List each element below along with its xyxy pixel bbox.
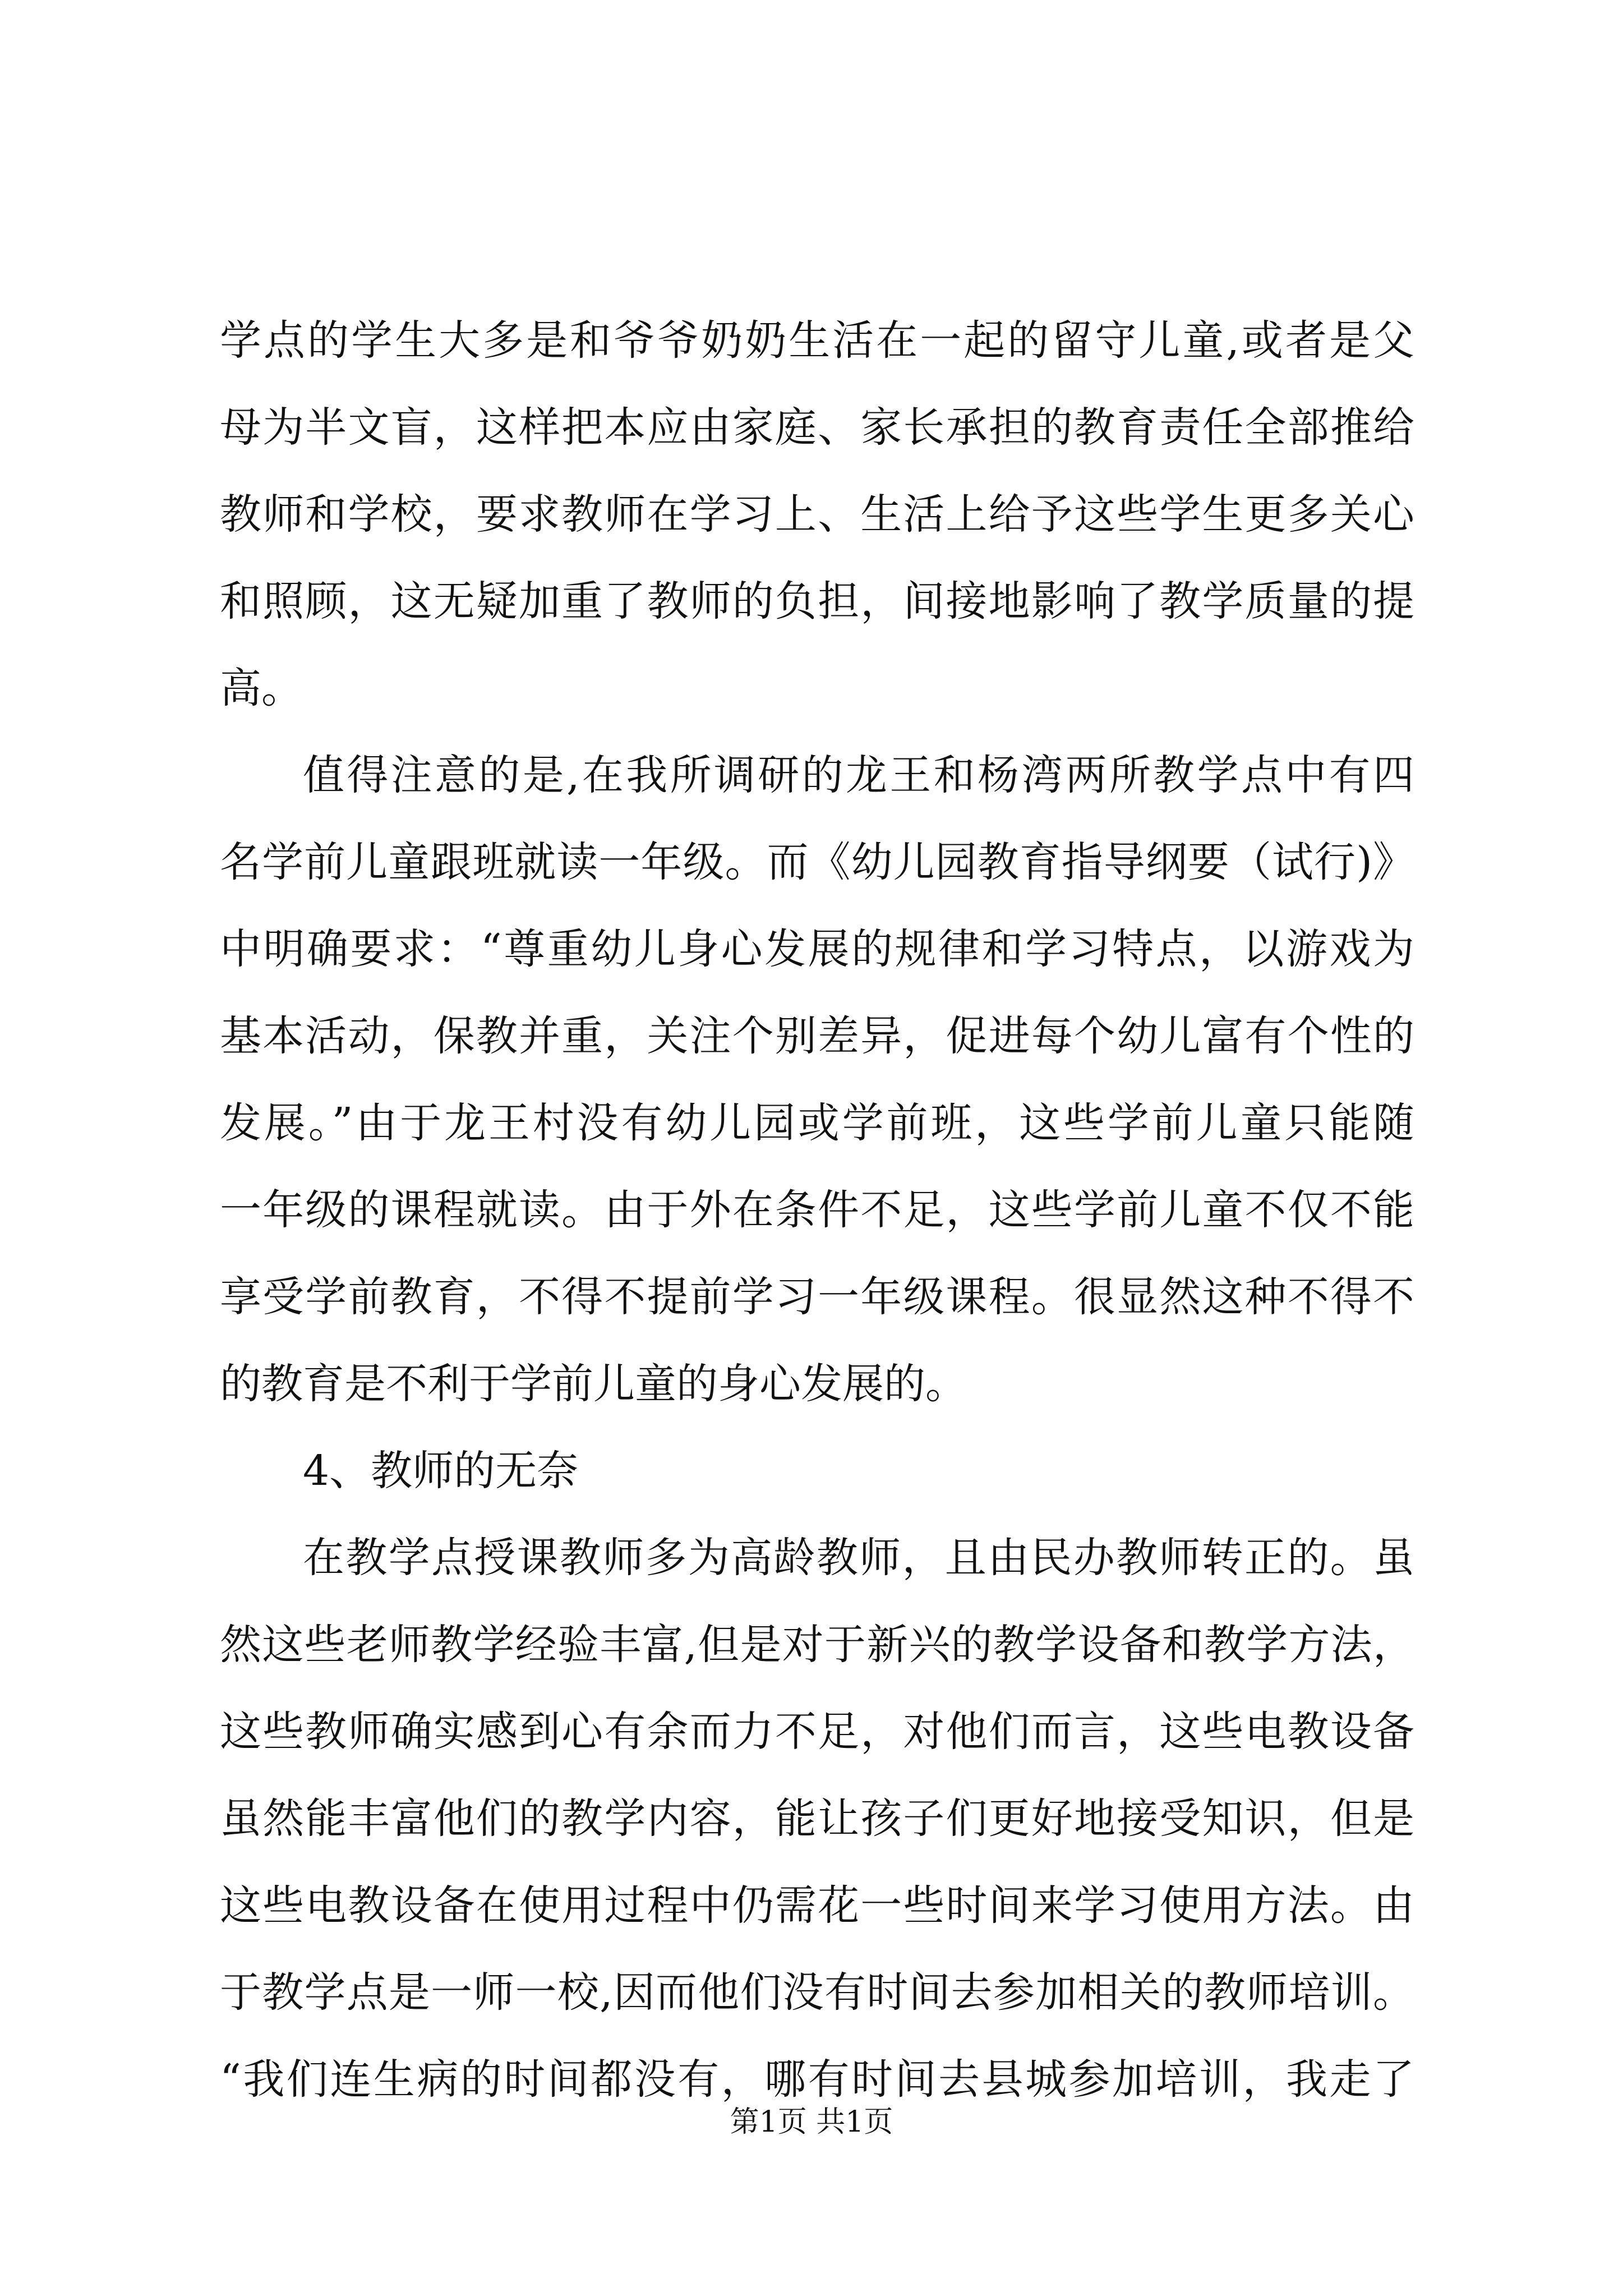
text-line: 一年级的课程就读。由于外在条件不足，这些学前儿童不仅不能 <box>220 1186 1414 1234</box>
text-line: 名学前儿童跟班就读一年级。而《幼儿园教育指导纲要（试行)》 <box>220 838 1414 886</box>
text-line: 和照顾，这无疑加重了教师的负担，间接地影响了教学质量的提 <box>220 577 1414 625</box>
text-line: 教师和学校，要求教师在学习上、生活上给予这些学生更多关心 <box>220 490 1414 539</box>
text-line: “我们连生病的时间都没有，哪有时间去县城参加培训，我走了 <box>220 2055 1414 2104</box>
text-line: 在教学点授课教师多为高龄教师，且由民办教师转正的。虽 <box>303 1534 1414 1582</box>
text-line: 于教学点是一师一校,因而他们没有时间去参加相关的教师培训。 <box>220 1968 1414 2017</box>
text-line: 这些电教设备在使用过程中仍需花一些时间来学习使用方法。由 <box>220 1881 1414 1930</box>
text-line: 学点的学生大多是和爷爷奶奶生活在一起的留守儿童,或者是父 <box>220 316 1414 365</box>
text-line: 这些教师确实感到心有余而力不足，对他们而言，这些电教设备 <box>220 1708 1414 1756</box>
text-line: 值得注意的是,在我所调研的龙王和杨湾两所教学点中有四 <box>303 751 1414 799</box>
text-line: 中明确要求：“尊重幼儿身心发展的规律和学习特点，以游戏为 <box>220 925 1414 973</box>
section-heading: 4、教师的无奈 <box>303 1447 579 1495</box>
text-line: 基本活动，保教并重，关注个别差异，促进每个幼儿富有个性的 <box>220 1012 1414 1060</box>
body-text <box>220 297 1414 2123</box>
text-line: 母为半文盲，这样把本应由家庭、家长承担的教育责任全部推给 <box>220 403 1414 452</box>
text-line: 虽然能丰富他们的教学内容，能让孩子们更好地接受知识，但是 <box>220 1795 1414 1843</box>
text-line: 然这些老师教学经验丰富,但是对于新兴的教学设备和教学方法， <box>220 1621 1414 1669</box>
text-line: 高。 <box>220 664 303 712</box>
text-line: 发展。”由于龙王村没有幼儿园或学前班，这些学前儿童只能随 <box>220 1099 1414 1147</box>
text-line: 的教育是不利于学前儿童的身心发展的。 <box>220 1360 967 1408</box>
text-line: 享受学前教育，不得不提前学习一年级课程。很显然这种不得不 <box>220 1273 1414 1321</box>
page-footer: 第1页 共1页 <box>730 2105 893 2139</box>
